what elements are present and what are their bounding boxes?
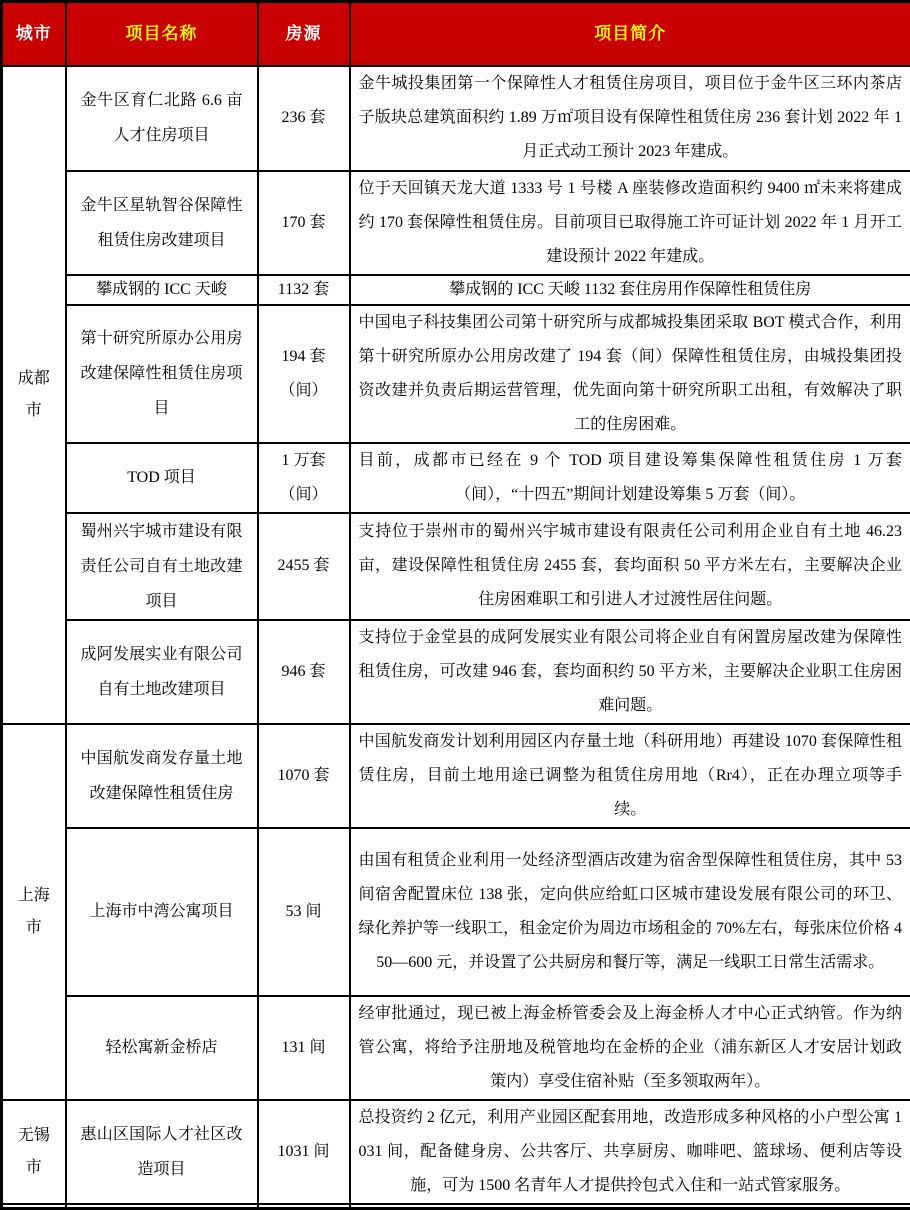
table-row [2, 171, 910, 275]
table-row [2, 996, 910, 1100]
project-name-cell: 攀成钢的 ICC 天峻 [66, 275, 258, 305]
city-cell-wuxi: 无锡市 [2, 1100, 66, 1204]
description-cell: 中国电子科技集团公司第十研究所与成都城投集团采取 BOT 模式合作，利用第十研究所原办公用房改建了 194 套（间）保障性租赁住房，由城投集团投资改建并负责后期运营管理，优先面向第十研究所职工出租，有效解决了职工的住房困难。 [350, 305, 910, 443]
project-name-cell: 蜀州兴宇城市建设有限责任公司自有土地改建项目 [66, 513, 258, 620]
units-cell: 236 套 [258, 66, 350, 171]
units-cell: 1 万套（间） [258, 443, 350, 513]
city-cell-shanghai: 上海市 [2, 724, 66, 1100]
description-cell: 攀成钢的 ICC 天峻 1132 套住房用作保障性租赁住房 [350, 275, 910, 305]
project-name-cell: 第十研究所原办公用房改建保障性租赁住房项目 [66, 305, 258, 443]
project-name-cell: 成阿发展实业有限公司自有土地改建项目 [66, 620, 258, 724]
units-cell: 131 间 [258, 996, 350, 1100]
table-row-partial [2, 1204, 910, 1209]
project-name-cell: 上海市中湾公寓项目 [66, 828, 258, 996]
project-name-cell: TOD 项目 [66, 443, 258, 513]
project-name-cell-empty [66, 1204, 258, 1209]
units-cell: 170 套 [258, 171, 350, 275]
units-cell: 1132 套 [258, 275, 350, 305]
column-header-description: 项目简介 [350, 2, 910, 66]
table-row [2, 828, 910, 996]
column-header-city: 城市 [2, 2, 66, 66]
project-name-cell: 金牛区育仁北路 6.6 亩人才住房项目 [66, 66, 258, 171]
column-header-units: 房源 [258, 2, 350, 66]
units-cell-empty [258, 1204, 350, 1209]
units-cell: 194 套（间） [258, 305, 350, 443]
description-cell: 由国有租赁企业利用一处经济型酒店改建为宿舍型保障性租赁住房，其中 53 间宿舍配置床位 138 张，定向供应给虹口区城市建设发展有限公司的环卫、绿化养护等一线职工，租金定价为周边市场租金的 70%左右，每张床位价格 450—600 元，并设置了公共厨房和餐厅等，满足一线职工日常生活需求。 [350, 828, 910, 996]
units-cell: 1031 间 [258, 1100, 350, 1204]
table-row [2, 305, 910, 443]
table-row [2, 443, 910, 513]
table-row [2, 724, 910, 828]
description-cell: 支持位于金堂县的成阿发展实业有限公司将企业自有闲置房屋改建为保障性租赁住房，可改建 946 套，套均面积约 50 平方米，主要解决企业职工住房困难问题。 [350, 620, 910, 724]
description-cell: 支持位于崇州市的蜀州兴宇城市建设有限责任公司利用企业自有土地 46.23 亩，建设保障性租赁住房 2455 套，套均面积 50 平方米左右，主要解决企业住房困难职工和引进人才过渡性居住问题。 [350, 513, 910, 620]
city-cell-chengdu: 成都市 [2, 66, 66, 724]
description-cell: 经审批通过，现已被上海金桥管委会及上海金桥人才中心正式纳管。作为纳管公寓，将给予注册地及税管地均在金桥的企业（浦东新区人才安居计划政策内）享受住宿补贴（至多领取两年）。 [350, 996, 910, 1100]
description-cell: 金牛城投集团第一个保障性人才租赁住房项目，项目位于金牛区三环内茶店子版块总建筑面积约 1.89 万㎡项目设有保障性租赁住房 236 套计划 2022 年 1 月正式动工预计 2023 年建成。 [350, 66, 910, 171]
description-cell: 总投资约 2 亿元，利用产业园区配套用地，改造形成多种风格的小户型公寓 1031 间，配备健身房、公共客厅、共享厨房、咖啡吧、篮球场、便利店等设施，可为 1500 名青年人才提供拎包式入住和一站式管家服务。 [350, 1100, 910, 1204]
description-cell: 中国航发商发计划利用园区内存量土地（科研用地）再建设 1070 套保障性租赁住房，目前土地用途已调整为租赁住房用地（Rr4），正在办理立项等手续。 [350, 724, 910, 828]
table-row [2, 275, 910, 305]
column-header-project-name: 项目名称 [66, 2, 258, 66]
table-row [2, 66, 910, 171]
table-header [2, 2, 910, 66]
project-name-cell: 惠山区国际人才社区改造项目 [66, 1100, 258, 1204]
project-name-cell: 轻松寓新金桥店 [66, 996, 258, 1100]
table-row [2, 620, 910, 724]
table-row [2, 1100, 910, 1204]
description-cell: 目前，成都市已经在 9 个 TOD 项目建设筹集保障性租赁住房 1 万套（间），“十四五”期间计划建设筹集 5 万套（间）。 [350, 443, 910, 513]
city-cell-empty [2, 1204, 66, 1209]
table-row [2, 513, 910, 620]
description-cell: 位于天回镇天龙大道 1333 号 1 号楼 A 座装修改造面积约 9400 ㎡未来将建成约 170 套保障性租赁住房。目前项目已取得施工许可证计划 2022 年 1 月开工建设预计 2022 年建成。 [350, 171, 910, 275]
project-name-cell: 金牛区星轨智谷保障性租赁住房改建项目 [66, 171, 258, 275]
description-cell-empty [350, 1204, 910, 1209]
units-cell: 1070 套 [258, 724, 350, 828]
units-cell: 2455 套 [258, 513, 350, 620]
units-cell: 53 间 [258, 828, 350, 996]
units-cell: 946 套 [258, 620, 350, 724]
project-name-cell: 中国航发商发存量土地改建保障性租赁住房 [66, 724, 258, 828]
